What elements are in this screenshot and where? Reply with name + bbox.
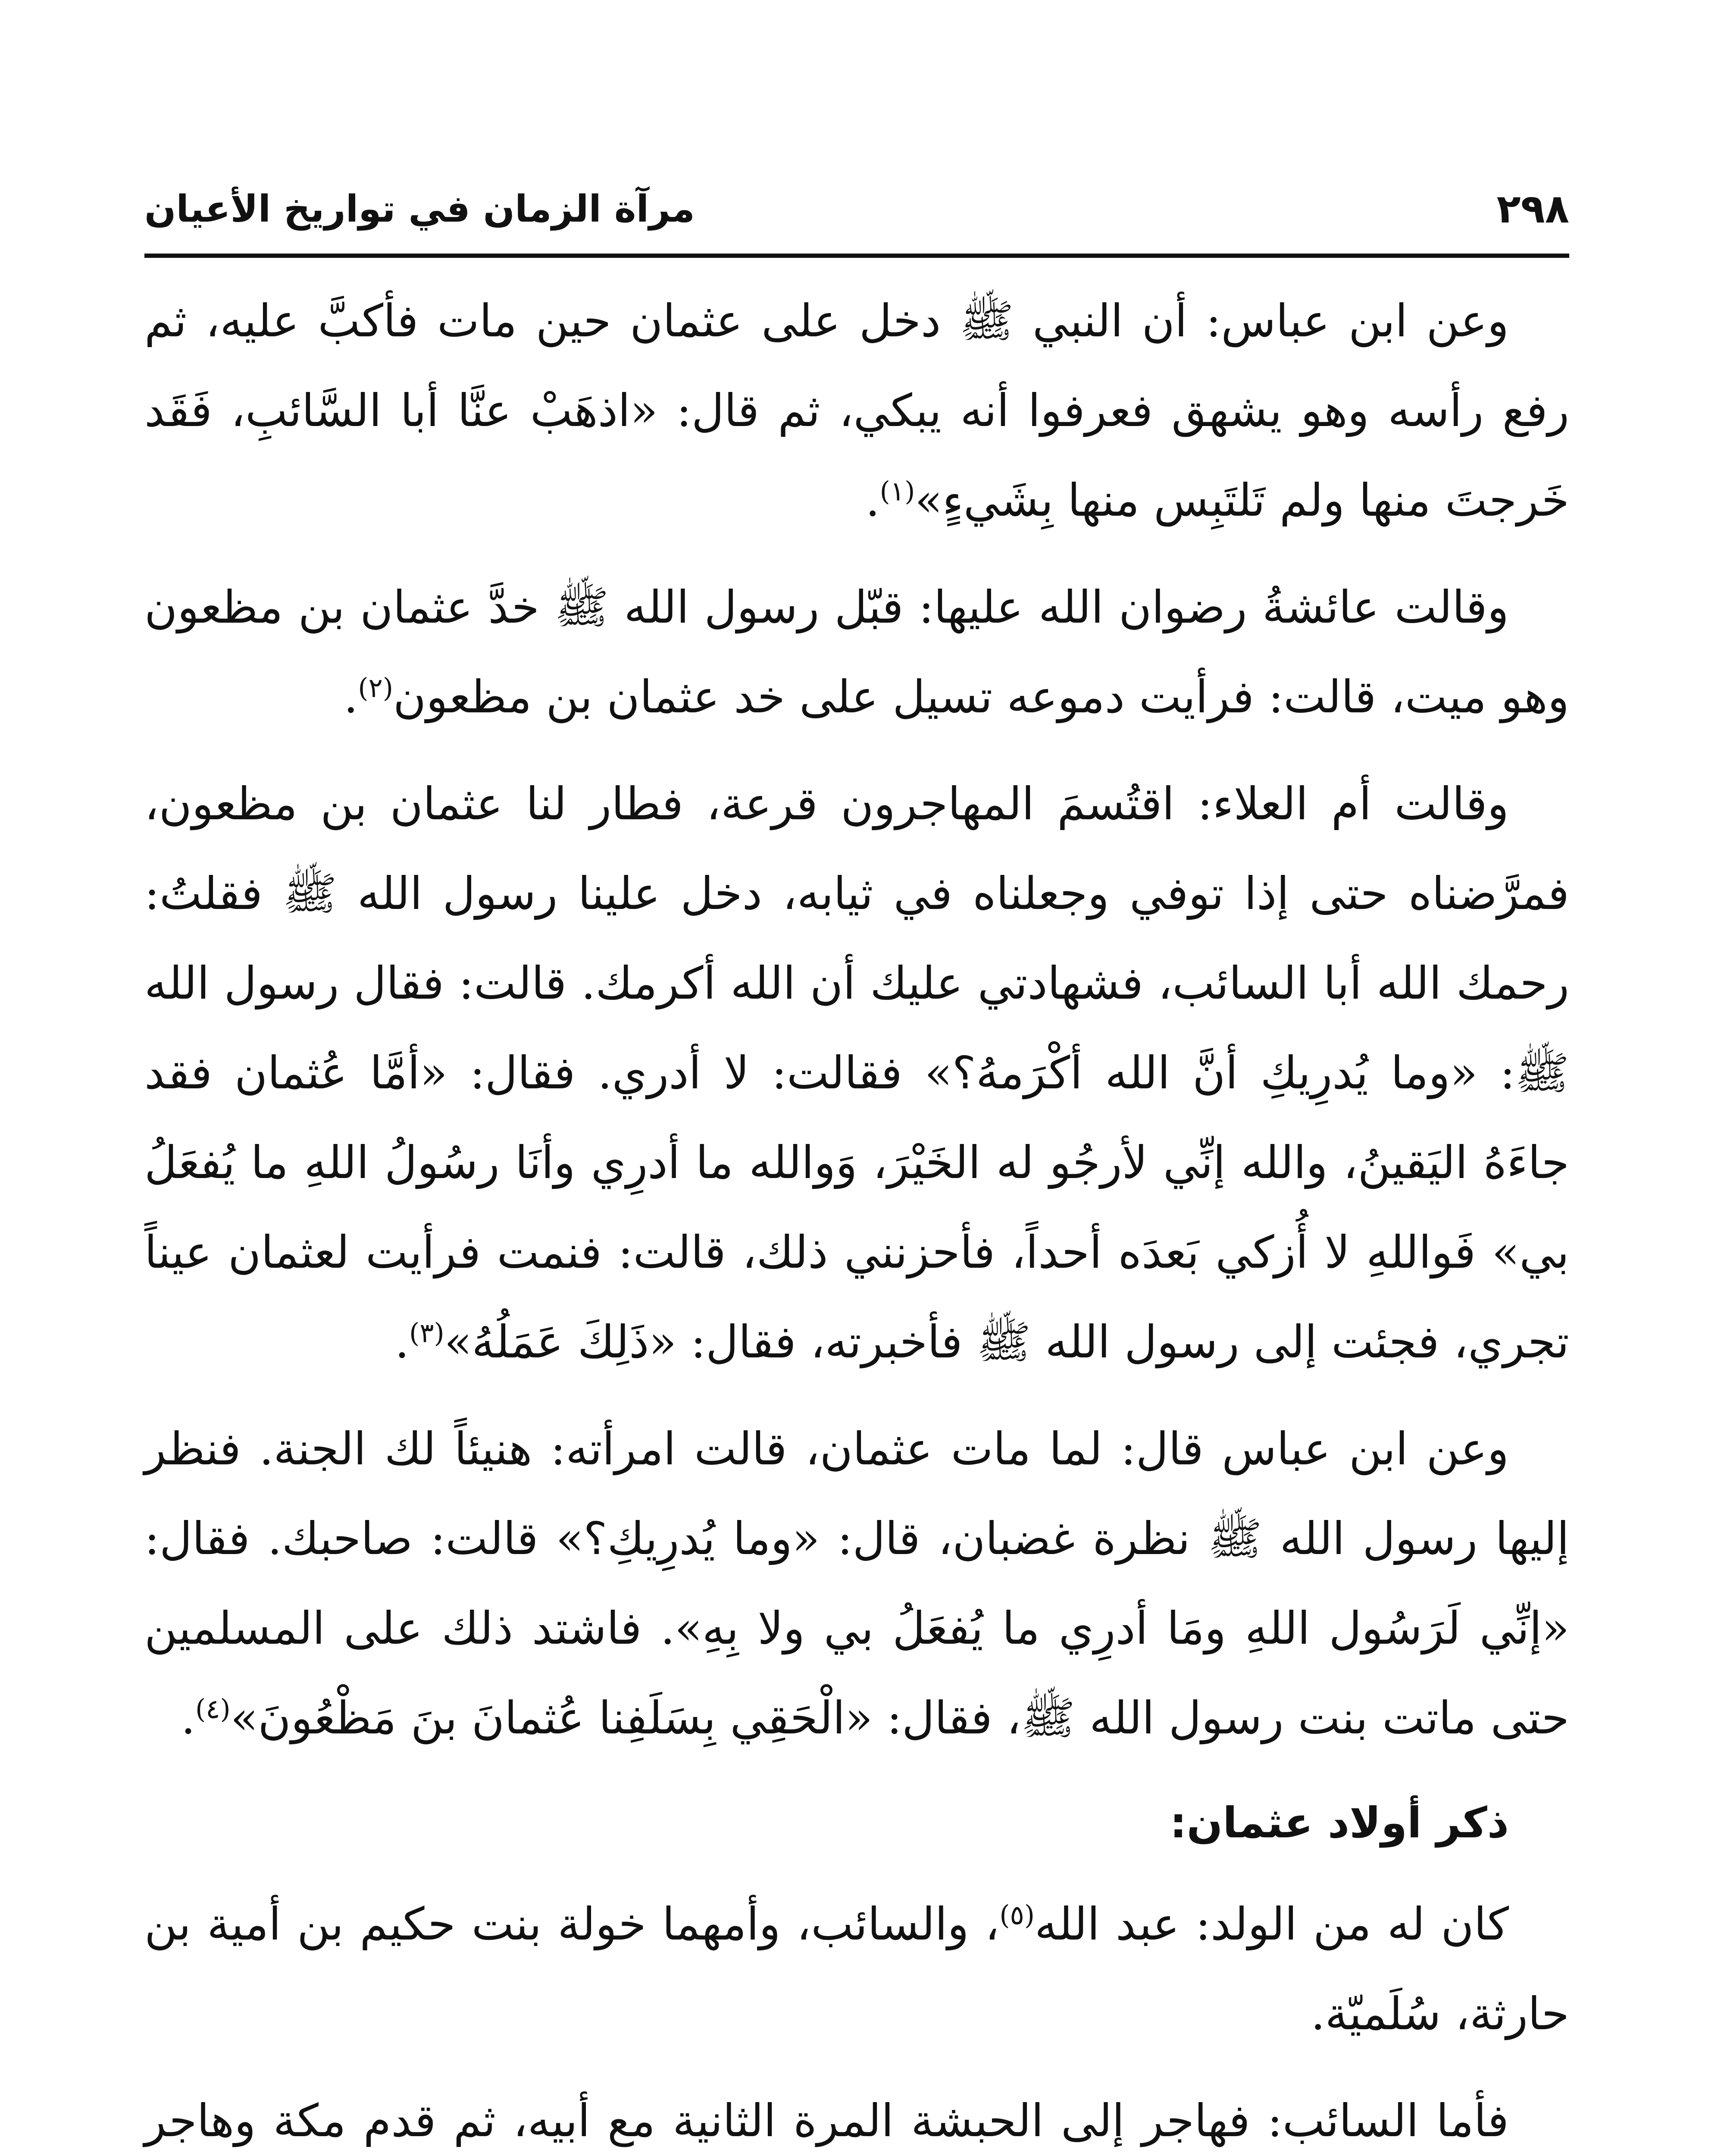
paragraph <box>144 562 1569 742</box>
running-title: مرآة الزمان في تواريخ الأعيان <box>144 188 695 231</box>
paragraph <box>144 1404 1569 1763</box>
paragraph <box>144 759 1569 1387</box>
paragraph-text: ، والسائب، وأمهما خولة بنت حكيم بن أمية بن حارثة، سُلَميّة. <box>144 1898 1569 2040</box>
paragraph <box>144 2076 1569 2156</box>
footnote-ref: (١) <box>879 475 915 507</box>
paragraph-text: فأما السائب: فهاجر إلى الحبشة المرة الثانية مع أبيه، ثم قدم مكة وهاجر <box>144 2094 1509 2147</box>
header-rule <box>144 254 1569 258</box>
paragraph-text: وقالت عائشةُ رضوان الله عليها: قبّل رسول الله ﷺ خدَّ عثمان بن مظعون وهو ميت، قالت: فرأيت دموعه تسيل على خد عثمان بن مظعون <box>144 581 1569 723</box>
footnote-ref: (٢) <box>358 672 394 704</box>
paragraph-text: وعن ابن عباس قال: لما مات عثمان، قالت امرأته: هنيئاً لك الجنة. فنظر إليها رسول الله ﷺ نظرة غضبان، قال: «وما يُدرِيكِ؟» قالت: صاحبك. فقال: «إنِّي لَرَسُول اللهِ ومَا أدرِي ما يُفعَلُ بي ولا بِهِ». فاشتد ذلك على المسلمين حتى ماتت بنت رسول الله ﷺ، فقال: «الْحَقِي بِسَلَفِنا عُثمانَ بنَ مَظْعُونَ» <box>144 1423 1569 1744</box>
paragraph-end: . <box>394 1316 410 1368</box>
paragraph-text: وعن ابن عباس: أن النبي ﷺ دخل على عثمان حين مات فأكبَّ عليه، ثم رفع رأسه وهو يشهق فعرفوا أنه يبكي، ثم قال: «اذهَبْ عنَّا أبا السَّائبِ، فَقَد خَرجتَ منها ولم تَلتَبِس منها بِشَيءٍ» <box>144 295 1569 526</box>
page-header <box>144 155 1569 254</box>
paragraph-end: . <box>865 474 880 526</box>
page-number: ٢٩٨ <box>1496 186 1569 232</box>
paragraph <box>144 276 1569 545</box>
paragraph <box>144 1879 1569 2059</box>
paragraph-text: كان له من الولد: عبد الله <box>1035 1898 1509 1950</box>
paragraph-end: . <box>181 1692 195 1744</box>
paragraph-end: . <box>344 671 358 723</box>
paragraph-text: وقالت أم العلاء: اقتُسمَ المهاجرون قرعة، فطار لنا عثمان بن مظعون، فمرَّضناه حتى إذا توفي وجعلناه في ثيابه، دخل علينا رسول الله ﷺ فقلتُ: رحمك الله أبا السائب، فشهادتي عليك أن الله أكرمك. قالت: فقال رسول الله ﷺ: «وما يُدرِيكِ أنَّ الله أكْرَمهُ؟» فقالت: لا أدري. فقال: «أمَّا عُثمان فقد جاءَهُ اليَقينُ، والله إنِّي لأرجُو له الخَيْرَ، وَوالله ما أدرِي وأنَا رسُولُ اللهِ ما يُفعَلُ بي» فَواللهِ لا أُزكي بَعدَه أحداً، فأحزنني ذلك، قالت: فنمت فرأيت لعثمان عيناً تجري، فجئت إلى رسول الله ﷺ فأخبرته، فقال: «ذَلِكَ عَمَلُهُ» <box>144 777 1569 1368</box>
main-text <box>144 276 1569 2156</box>
footnote-ref: (٣) <box>409 1317 444 1349</box>
footnote-ref: (٤) <box>195 1693 231 1725</box>
section-heading: ذكر أولاد عثمان: <box>1170 1799 1509 1848</box>
footnote-ref: (٥) <box>999 1899 1035 1931</box>
